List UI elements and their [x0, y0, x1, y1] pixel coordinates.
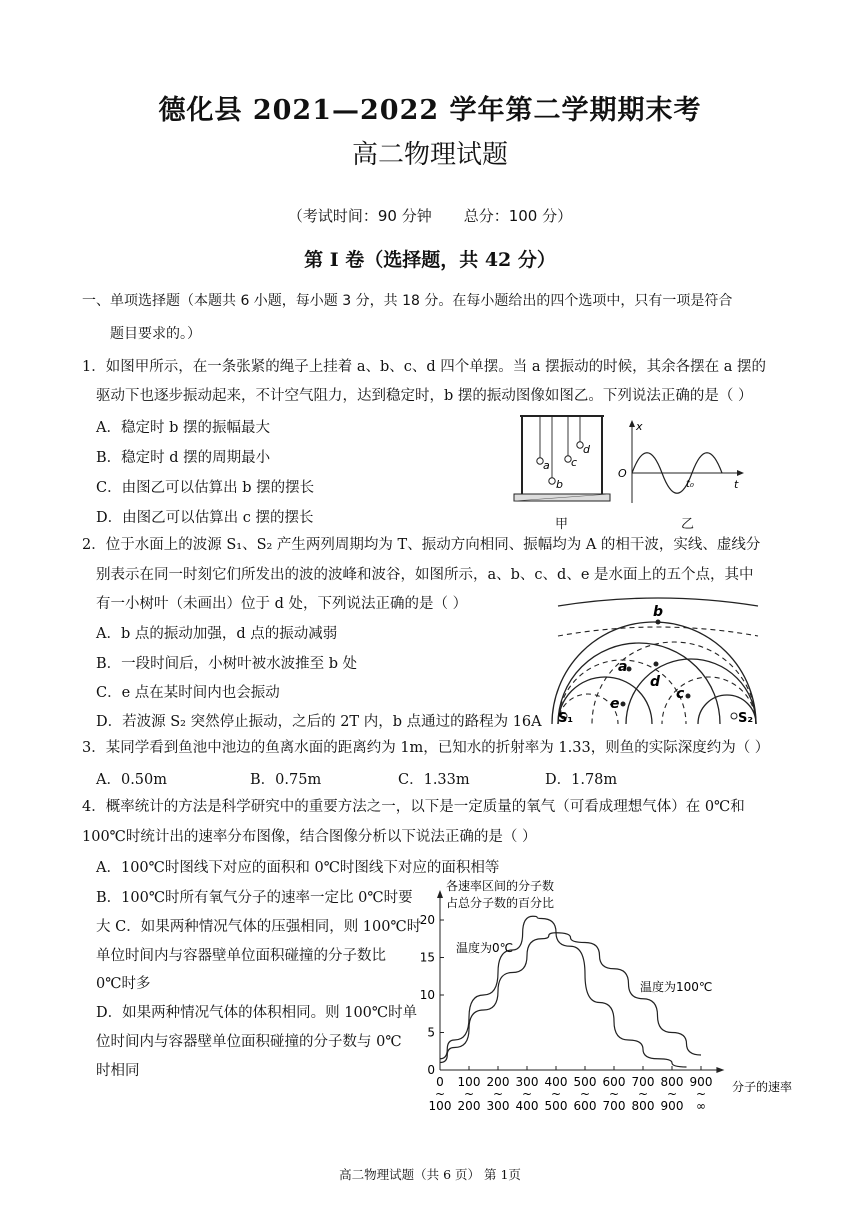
- q1-option-b: B．稳定时 d 摆的周期最小: [96, 450, 271, 466]
- q1-option-d: D．由图乙可以估算出 c 摆的摆长: [96, 510, 314, 526]
- chart-xtick-top: 200: [486, 1075, 510, 1089]
- chart-xtick-bottom: 900: [660, 1099, 684, 1113]
- chart-ytick-label: 5: [427, 1025, 435, 1040]
- chart-xtick-top: 400: [544, 1075, 568, 1089]
- wave-source-s2: S₂: [738, 711, 754, 726]
- chart-ylabel-line1: 各速率区间的分子数: [446, 879, 555, 893]
- series-label-0c: 温度为0℃: [456, 941, 514, 955]
- wave-point-b: b: [653, 604, 664, 620]
- chart-xtick-tilde: ~: [521, 1087, 533, 1101]
- q3-option-a: A．0.50m: [96, 772, 168, 788]
- chart-xtick-bottom: 500: [544, 1099, 568, 1113]
- wave-source-s1: S₁: [558, 711, 574, 726]
- chart-xtick-tilde: ~: [579, 1087, 591, 1101]
- total-score: 总分：100 分）: [463, 207, 573, 225]
- q1-option-a: A．稳定时 b 摆的振幅最大: [96, 420, 270, 436]
- exam-subtitle: 高二物理试题: [351, 140, 508, 170]
- q4-option-b-line2: 大 C．如果两种情况气体的压强相同，则 100℃时: [96, 919, 422, 935]
- chart-xtick-top: 100: [457, 1075, 481, 1089]
- q4-option-b-line3: 单位时间内与容器壁单位面积碰撞的分子数比: [96, 948, 386, 964]
- q1-option-c: C．由图乙可以估算出 b 摆的摆长: [96, 480, 315, 496]
- chart-xtick-bottom: 200: [457, 1099, 481, 1113]
- chart-y-arrow: [437, 890, 443, 898]
- q4-option-d-line3: 时相同: [96, 1063, 140, 1079]
- q2-wave-figure: [548, 596, 768, 728]
- q4-option-b-line1: B．100℃时所有氧气分子的速率一定比 0℃时要: [96, 890, 413, 906]
- chart-ytick-label: 10: [419, 988, 435, 1002]
- q2-option-b: B．一段时间后，小树叶被水波推至 b 处: [96, 656, 358, 672]
- chart-xtick-tilde: ~: [666, 1087, 678, 1101]
- exam-title: 德化县 2021—2022 学年第二学期期末考: [158, 95, 702, 126]
- q1-figure-a-caption: 甲: [555, 517, 569, 532]
- q4-stem-line1: 4．概率统计的方法是科学研究中的重要方法之一，以下是一定质量的氧气（可看成理想气体）在 0℃和: [82, 799, 745, 815]
- wave-point-e: e: [610, 696, 620, 712]
- chart-xtick-tilde: ~: [637, 1087, 649, 1101]
- section-title: 第 I 卷（选择题，共 42 分）: [304, 249, 556, 271]
- chart-xtick-bottom: 800: [631, 1099, 655, 1113]
- graph-axis-x: x: [636, 420, 643, 433]
- q2-stem-line3: 有一小树叶（未画出）位于 d 处，下列说法正确的是（ ）: [96, 596, 468, 612]
- chart-xtick-bottom: 100: [428, 1099, 452, 1113]
- chart-xtick-tilde: ~: [695, 1087, 707, 1101]
- q4-option-d-line2: 位时间内与容器壁单位面积碰撞的分子数与 0℃: [96, 1034, 402, 1050]
- chart-xtick-top: 500: [573, 1075, 597, 1089]
- q4-option-b-line4: 0℃时多: [96, 976, 151, 992]
- exam-time: （考试时间：90 分钟: [287, 207, 432, 225]
- pendulum-label-c: c: [571, 456, 578, 469]
- chart-xtick-tilde: ~: [434, 1087, 446, 1101]
- chart-xtick-bottom: ∞: [696, 1099, 706, 1113]
- chart-xtick-bottom: 600: [573, 1099, 597, 1113]
- wave-point-c: c: [676, 686, 685, 702]
- q4-stem-line2: 100℃时统计出的速率分布图像，结合图像分析以下说法正确的是（ ）: [82, 829, 537, 845]
- chart-ytick-label: 15: [419, 950, 435, 965]
- chart-xtick-tilde: ~: [492, 1087, 504, 1101]
- part-instructions-line1: 一、单项选择题（本题共 6 小题，每小题 3 分，共 18 分。在每小题给出的四个选项中，只有一项是符合: [82, 293, 733, 309]
- chart-ytick-label: 20: [419, 913, 435, 927]
- chart-xlabel: 分子的速率: [732, 1080, 793, 1094]
- chart-xtick-top: 600: [602, 1075, 626, 1089]
- pendulum-label-b: b: [556, 478, 563, 491]
- q4-option-a: A．100℃时图线下对应的面积和 0℃时图线下对应的面积相等: [96, 860, 500, 876]
- wave-point-a: a: [618, 659, 628, 675]
- q4-option-d-line1: D．如果两种情况气体的体积相同。则 100℃时单: [96, 1005, 418, 1021]
- chart-xtick-tilde: ~: [550, 1087, 562, 1101]
- q2-option-c: C．e 点在某时间内也会振动: [96, 685, 280, 701]
- chart-xtick-tilde: ~: [463, 1087, 475, 1101]
- q1-figure-b-caption: 乙: [681, 517, 695, 532]
- chart-ylabel-line2: 占总分子数的百分比: [446, 896, 555, 910]
- chart-xtick-bottom: 300: [486, 1099, 510, 1113]
- chart-xtick-top: 800: [660, 1075, 684, 1089]
- q1-pendulum-figure: [510, 408, 615, 528]
- q2-option-d: D．若波源 S₂ 突然停止振动，之后的 2T 内，b 点通过的路程为 16A: [96, 714, 542, 730]
- graph-origin: O: [618, 467, 627, 480]
- chart-xtick-top: 300: [515, 1075, 539, 1089]
- chart-ytick-label: 0: [427, 1063, 435, 1077]
- page-footer: 高二物理试题（共 6 页） 第 1页: [339, 1167, 521, 1182]
- pendulum-label-a: a: [543, 459, 550, 472]
- chart-xtick-top: 0: [436, 1075, 444, 1089]
- chart-xtick-bottom: 700: [602, 1099, 626, 1113]
- wave-point-d: d: [650, 674, 661, 690]
- chart-xtick-top: 700: [631, 1075, 655, 1089]
- q3-option-d: D．1.78m: [545, 772, 618, 788]
- q2-stem-line2: 别表示在同一时刻它们所发出的波的波峰和波谷，如图所示，a、b、c、d、e 是水面上的五个点，其中: [96, 567, 754, 583]
- chart-xtick-bottom: 400: [515, 1099, 539, 1113]
- chart-x-arrow: [716, 1067, 724, 1073]
- chart-xtick-tilde: ~: [608, 1087, 620, 1101]
- q4-speed-distribution-chart: [410, 874, 800, 1114]
- q3-option-c: C．1.33m: [398, 772, 470, 788]
- q3-stem: 3．某同学看到鱼池中池边的鱼离水面的距离约为 1m，已知水的折射率为 1.33，则鱼的实际深度约为（ ）: [82, 740, 770, 756]
- q2-stem-line1: 2．位于水面上的波源 S₁、S₂ 产生两列周期均为 T、振动方向相同、振幅均为 A 的相干波，实线、虚线分: [82, 537, 761, 553]
- series-label-100c: 温度为100℃: [640, 980, 713, 994]
- graph-t0: t₀: [686, 479, 694, 490]
- chart-xtick-top: 900: [689, 1075, 713, 1089]
- q1-vibration-graph: [612, 418, 747, 508]
- exam-meta: [0, 205, 860, 226]
- q3-option-b: B．0.75m: [250, 772, 322, 788]
- graph-axis-t: t: [734, 478, 739, 491]
- part-instructions-line2: 题目要求的。）: [110, 326, 201, 342]
- q2-option-a: A．b 点的振动加强，d 点的振动减弱: [96, 626, 338, 642]
- q1-stem-line1: 1．如图甲所示，在一条张紧的绳子上挂着 a、b、c、d 四个单摆。当 a 摆振动的时候，其余各摆在 a 摆的: [82, 359, 766, 375]
- pendulum-label-d: d: [583, 443, 590, 456]
- q1-stem-line2: 驱动下也逐步振动起来，不计空气阻力，达到稳定时，b 摆的振动图像如图乙。下列说法正确的是（ ）: [96, 388, 753, 404]
